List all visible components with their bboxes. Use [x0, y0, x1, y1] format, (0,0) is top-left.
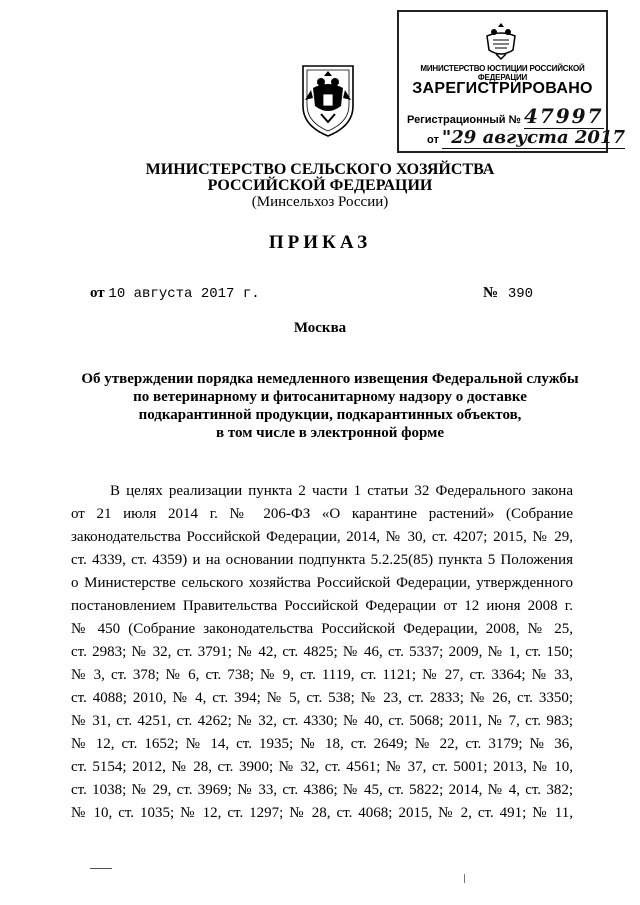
order-title: ПРИКАЗ	[268, 232, 372, 253]
scan-artifact-mark	[464, 874, 465, 883]
stamp-ministry: МИНИСТЕРСТВО ЮСТИЦИИ РОССИЙСКОЙ ФЕДЕРАЦИИ	[420, 64, 585, 82]
stamp-registration-row	[407, 104, 607, 128]
body-line: о Министерстве сельского хозяйства Российской Федерации, утвержденного	[71, 575, 573, 591]
order-number-label: №	[483, 285, 499, 301]
subject-line: Об утверждении порядка немедленного извещения Федеральной службы	[81, 371, 579, 387]
order-date-row	[90, 285, 260, 302]
body-line: ст. 1038; № 29, ст. 3969; № 33, ст. 4386; № 45, ст. 5822; 2014, № 4, ст. 382;	[71, 782, 573, 798]
stamp-date-value: "29 августа 2017	[441, 127, 626, 148]
ministry-short-name: (Минсельхоз России)	[251, 194, 389, 210]
order-number-row	[483, 285, 533, 302]
ministry-name-line1: МИНИСТЕРСТВО СЕЛЬСКОГО ХОЗЯЙСТВА	[145, 161, 495, 178]
body-line: В целях реализации пункта 2 части 1 статьи 32 Федерального закона	[110, 483, 573, 499]
subject-line: по ветеринарному и фитосанитарному надзору о доставке	[133, 389, 527, 405]
body-line: № 31, ст. 4251, ст. 4262; № 32, ст. 4330; № 40, ст. 5068; 2011, № 7, ст. 983;	[71, 713, 573, 729]
stamp-date-label: от	[427, 134, 439, 146]
body-line: ст. 5154; 2012, № 28, ст. 3900; № 32, ст. 4561; № 37, ст. 5001; 2013, № 10,	[71, 759, 573, 775]
body-line: ст. 4088; 2010, № 4, ст. 394; № 5, ст. 538; № 23, ст. 2833; № 26, ст. 3350;	[71, 690, 573, 706]
order-number: 390	[507, 286, 534, 302]
body-line: ст. 4339, ст. 4359) и на основании подпункта 5.2.25(85) пункта 5 Положения	[71, 552, 573, 568]
order-from-label: от	[90, 285, 105, 301]
body-line: № 10, ст. 1035; № 12, ст. 1297; № 28, ст. 4068; 2015, № 2, ст. 491; № 11,	[71, 805, 573, 821]
stamp-registered: ЗАРЕГИСТРИРОВАНО	[412, 80, 593, 97]
body-line: № 3, ст. 378; № 6, ст. 738; № 9, ст. 1119, ст. 1121; № 27, ст. 3364; № 33,	[71, 667, 573, 683]
stamp-date-row	[427, 127, 626, 148]
stamp-emblem-icon	[479, 18, 523, 62]
stamp-reg-number: 47997	[523, 104, 604, 128]
subject-line: в том числе в электронной форме	[215, 425, 444, 441]
body-line: № 12, ст. 1652; № 14, ст. 1935; № 18, ст. 2649; № 22, ст. 3179; № 36,	[71, 736, 573, 752]
body-line: законодательства Российской Федерации, 2014, № 30, ст. 4207; 2015, № 29,	[71, 529, 573, 545]
order-subject	[70, 370, 590, 442]
scan-artifact-mark	[90, 868, 112, 869]
coat-of-arms-emblem	[297, 58, 359, 138]
body-line: постановлением Правительства Российской Федерации от 12 июня 2008 г.	[71, 598, 573, 614]
registration-stamp	[397, 10, 626, 153]
order-date: 10 августа 2017 г.	[108, 286, 260, 302]
body-line: ст. 2983; № 32, ст. 3791; № 42, ст. 4825; № 46, ст. 5337; 2009, № 1, ст. 150;	[71, 644, 573, 660]
subject-line: подкарантинной продукции, подкарантинных объектов,	[138, 407, 522, 423]
body-line: от 21 июля 2014 г. № 206-ФЗ «О карантине растений» (Собрание	[71, 506, 573, 522]
body-line: № 450 (Собрание законодательства Российской Федерации, 2008, № 25,	[71, 621, 573, 637]
stamp-reg-label: Регистрационный №	[407, 114, 521, 126]
city: Москва	[293, 320, 347, 336]
ministry-name-line2: РОССИЙСКОЙ ФЕДЕРАЦИИ	[207, 177, 433, 194]
